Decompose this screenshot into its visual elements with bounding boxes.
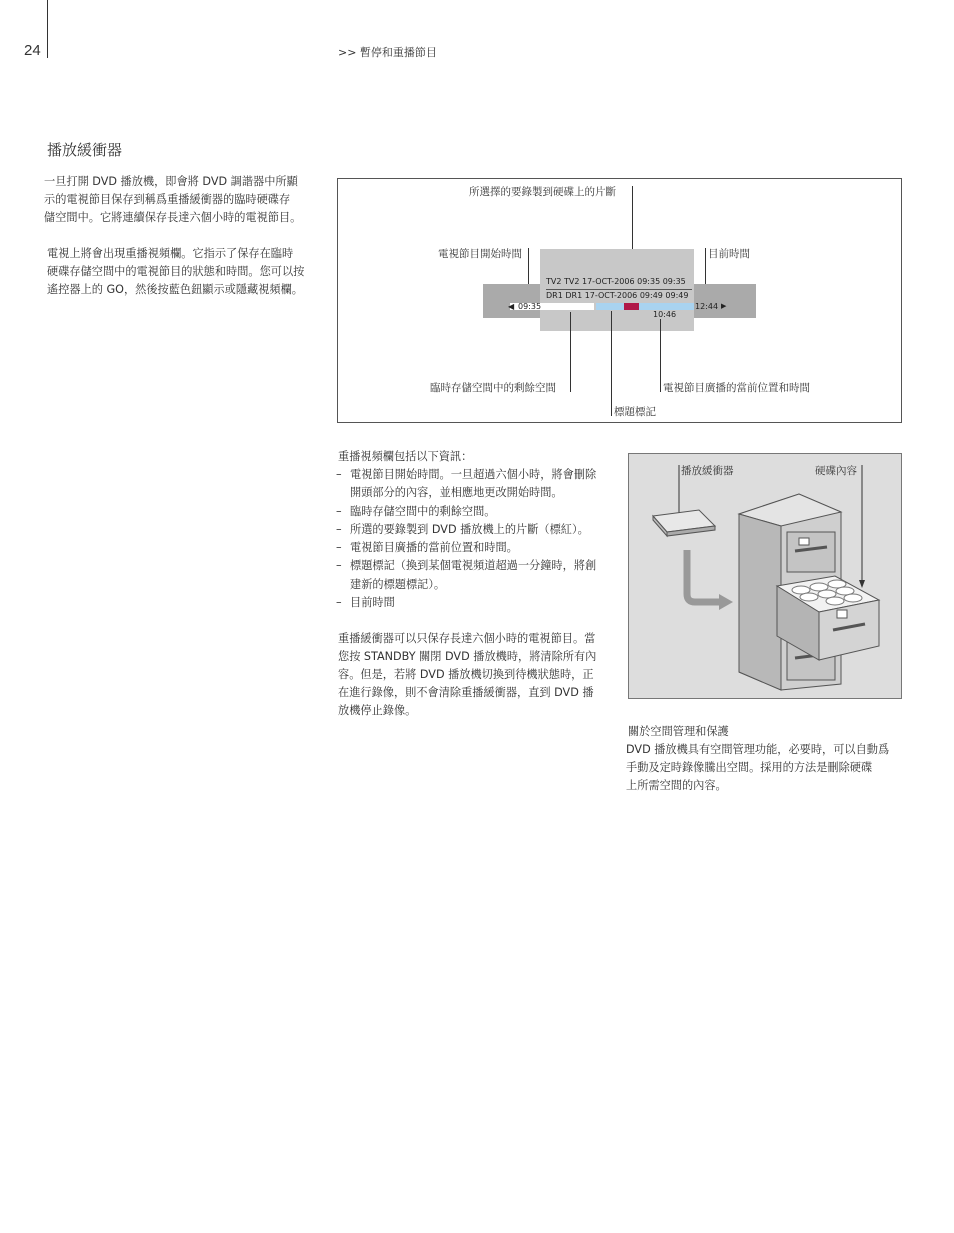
list-item: – 目前時間 [338,594,623,612]
list-item: – 所選的要錄製到 DVD 播放機上的片斷（標紅）。 [338,521,623,539]
note-paragraph: 重播緩衝器可以只保存長達六個小時的電視節目。當 您按 STANDBY 關閉 DVD 播放機時，將清除所有內 容。但是，若將 DVD 播放機切換到待機狀態時，正 在進行錄像，則不會清除重播緩衝器，直到 DVD 播 放機停止錄像。 [338,632,597,717]
label-broadcast-position: 電視節目廣播的當前位置和時間 [663,382,810,394]
label-hdd-content: 硬碟內容 [815,465,857,477]
filing-cabinet-figure [628,453,902,699]
intro-line: 儲空間中。它將連續保存長達六個小時的電視節目。 [44,211,302,224]
label-selected-segment: 所選擇的要錄製到硬碟上的片斷 [469,186,616,198]
leader-line [570,312,571,392]
label-title-marker: 標題標記 [614,406,656,418]
list-item: – 電視節目開始時間。一旦超過六個小時，將會刪除 開頭部分的內容，並相應地更改開始時間。 [338,466,623,503]
recording-segment [624,303,639,310]
info-list [338,466,623,612]
position-time-value: 10:46 [653,310,677,319]
breadcrumb: >> 暫停和重播節目 [338,46,437,59]
channel-row-2: DR1 DR1 17-OCT-2006 09:49 09:49 [546,291,689,300]
list-intro: 重播視頻欄包括以下資訊： [338,450,473,463]
leader-line [611,311,612,416]
section-title: 播放緩衝器 [47,141,123,159]
space-mgmt-paragraph: DVD 播放機具有空間管理功能，必要時，可以自動爲 手動及定時錄像騰出空間。採用的方法是刪除硬碟 上所需空間的內容。 [626,743,890,792]
cabinet-illustration [629,454,901,698]
bar-line: 硬碟存儲空間中的電視節目的狀態和時間。您可以按 [47,265,305,278]
header-rule [47,0,48,58]
label-remaining-space: 臨時存儲空間中的剩餘空間 [430,382,556,394]
bar-paragraph [47,245,332,299]
future-segment [639,303,694,310]
label-playback-buffer: 播放緩衝器 [681,465,734,477]
list-item: – 電視節目廣播的當前位置和時間。 [338,539,623,557]
now-time-value: 12:44 [695,302,719,311]
leader-line [660,319,661,392]
list-item: – 臨時存儲空間中的剩餘空間。 [338,503,623,521]
left-arrow-icon: ◀ [508,302,515,311]
page-number: 24 [24,42,41,59]
intro-line: 一旦打開 DVD 播放機，即會將 DVD 調諧器中所顯 [44,175,298,188]
remaining-space [596,303,624,310]
intro-line: 示的電視節目保存到稱爲重播緩衝器的臨時硬碟存 [44,193,291,206]
bar-line: 電視上將會出現重播視頻欄。它指示了保存在臨時 [47,247,294,260]
label-start-time: 電視節目開始時間 [438,248,522,260]
right-arrow-icon: ▶ [721,302,727,310]
list-item: – 標題標記（換到某個電視頻道超過一分鐘時，將創 建新的標題標記）。 [338,557,623,594]
start-time-value: 09:35 [518,302,542,311]
bar-line: 遙控器上的 GO，然後按藍色鈕顯示或隱藏視頻欄。 [47,283,303,296]
space-mgmt-title: 關於空間管理和保護 [628,725,729,738]
channel-row-1: TV2 TV2 17-OCT-2006 09:35 09:35 [546,277,686,286]
row-divider [546,289,692,290]
replay-bar-figure [337,178,902,423]
intro-paragraph [44,173,329,227]
label-current-time: 目前時間 [708,248,750,260]
